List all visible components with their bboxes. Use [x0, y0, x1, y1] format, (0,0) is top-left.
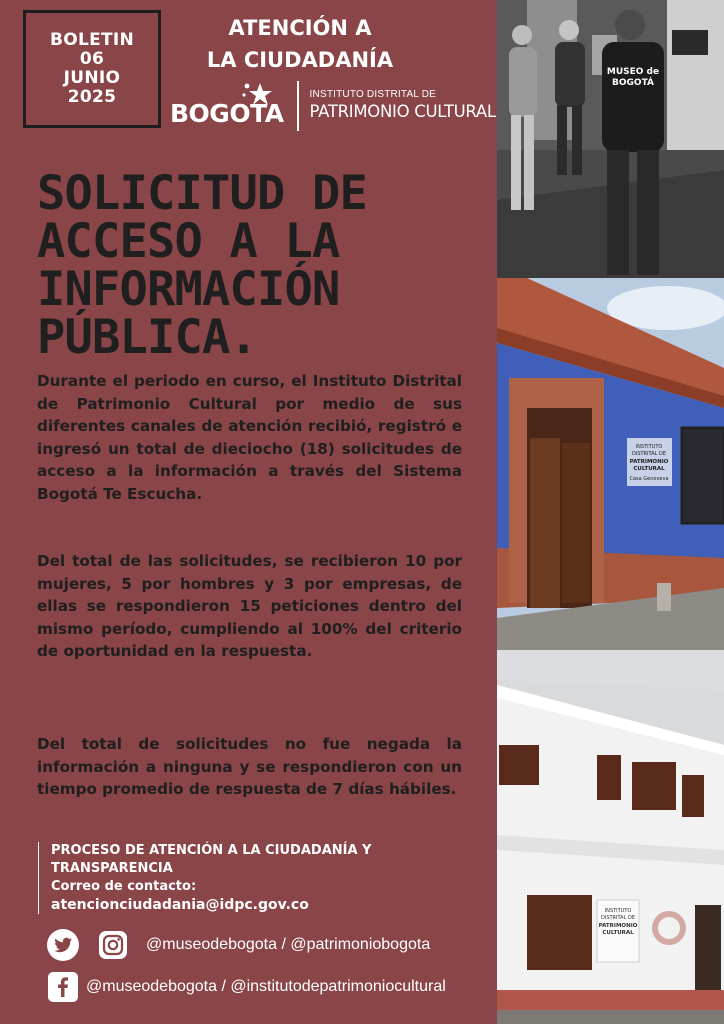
idpc-logo [310, 89, 496, 123]
paragraph-response-time: Del total de solicitudes no fue negada la información a ninguna y se respondieron con un tiempo promedio de respuesta de 7 días hábiles. [37, 735, 462, 798]
twitter-icon[interactable] [46, 928, 80, 962]
instagram-icon[interactable] [96, 928, 130, 962]
facebook-icon[interactable] [46, 970, 80, 1004]
date-line-bulletin: BOLETIN [49, 30, 135, 50]
sign-text-line1: INSTITUTO [635, 444, 663, 450]
bogota-logo [170, 85, 284, 128]
idpc-logo-small: INSTITUTO DISTRITAL DE [309, 89, 436, 100]
email-label: Correo de contacto: [51, 879, 197, 894]
sign-text-line5: Casa Genoveva [629, 476, 669, 482]
paragraph-requests-breakdown: Del total de las solicitudes, se recibieron 10 por mujeres, 5 por hombres y 3 por empresas, de ellas se respondieron 15 peticiones dentro del mismo período, cumpliendo al 100% del criterio de oportunidad en la respuesta. [37, 552, 462, 660]
bogota-star-icon [240, 81, 274, 111]
paragraph-requests-received: Durante el periodo en curso, el Instituto Distrital de Patrimonio Cultural por medio de sus diferentes canales de atención recibió, registró e ingresó un total de dieciocho (18) solicitudes de acceso a la información a través del Sistema Bogotá Te Escucha. [37, 372, 462, 503]
photo-casa-genoveva [497, 278, 724, 650]
logo-row [170, 78, 496, 134]
sign2-text-line4: CULTURAL [602, 930, 634, 936]
date-line-day: 06 [79, 49, 105, 69]
process-name-line1: PROCESO DE ATENCIÓN A LA CIUDADANÍA Y [51, 843, 372, 858]
photo-white-building [497, 650, 724, 1024]
main-title [37, 166, 477, 365]
sign2-text-line3: PATRIMONIO [598, 923, 638, 929]
sign2-text-line1: INSTITUTO [604, 908, 632, 914]
bulletin-date-box [23, 10, 161, 128]
main-title-line3: INFORMACIÓN [37, 262, 340, 317]
contact-block [38, 842, 378, 914]
sign-text-line3: PATRIMONIO [629, 459, 669, 465]
main-title-line2: ACCESO A LA [37, 214, 340, 269]
vest-text-museo: MUSEO de [606, 67, 660, 77]
sign2-text-line2: DISTRITAL DE [601, 915, 635, 921]
process-name-line2: TRANSPARENCIA [51, 861, 173, 876]
main-title-line1: SOLICITUD DE [37, 166, 367, 221]
sign-text-line2: DISTRITAL DE [632, 451, 666, 457]
header-title-line2: LA CIUDADANÍA [206, 48, 394, 72]
date-line-month: JUNIO [63, 68, 121, 88]
header-title [180, 12, 420, 76]
photo-museum-guide [497, 0, 724, 278]
idpc-logo-big: PATRIMONIO CULTURAL [309, 102, 496, 121]
bogota-logo-text: BOGOTA [170, 98, 284, 128]
social-row-twitter-instagram [46, 928, 430, 962]
sign-text-line4: CULTURAL [633, 466, 665, 472]
social-handles-row2[interactable]: @museodebogota / @institutodepatrimoniocultural [86, 978, 446, 995]
social-row-facebook [46, 970, 446, 1004]
main-title-line4: PÚBLICA. [37, 310, 257, 365]
logo-divider [297, 81, 299, 131]
header-title-line1: ATENCIÓN A [228, 16, 372, 40]
social-handles-row1[interactable]: @museodebogota / @patrimoniobogota [146, 936, 431, 953]
vest-text-bogota: BOGOTÁ [612, 78, 654, 88]
date-line-year: 2025 [67, 87, 117, 107]
email-link[interactable]: atencionciudadania@idpc.gov.co [51, 897, 309, 913]
